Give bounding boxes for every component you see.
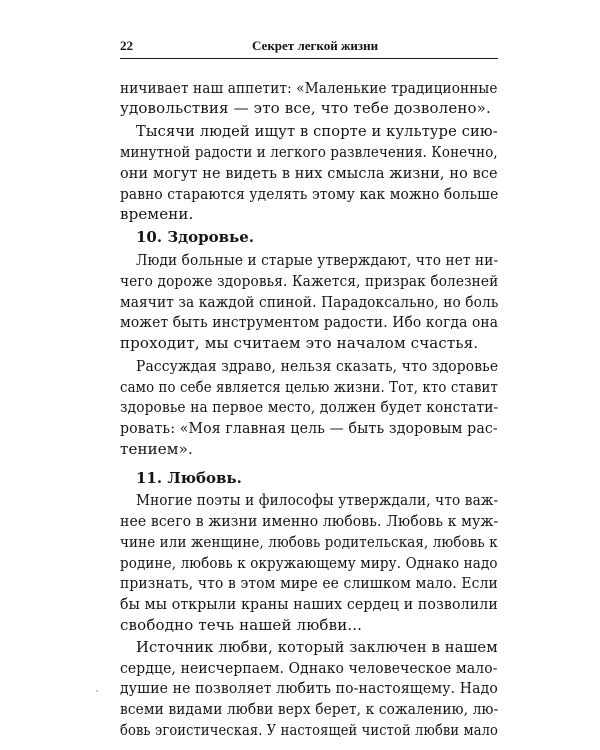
text-line: само по себе является целью жизни. Тот, кто ставит: [120, 378, 499, 396]
text-line: душие не позволяет любить по-настоящему. Надо: [120, 679, 498, 697]
text-line: ровать: «Моя главная цель — быть здоровым рас-: [120, 419, 498, 437]
text-line: бы мы открыли краны наших сердец и позволили: [120, 595, 498, 613]
running-title: Секрет легкой жизни: [252, 38, 379, 53]
text-line: чине или женщине, любовь родительская, любовь к: [120, 533, 498, 551]
text-line: проходит, мы считаем это началом счастья.: [120, 334, 479, 352]
text-line: Рассуждая здраво, нельзя сказать, что здоровье: [136, 357, 499, 375]
text-line: Люди больные и старые утверждают, что нет ни-: [136, 251, 499, 269]
page-header: [120, 38, 498, 59]
section-heading-love: 11. Любовь.: [136, 469, 242, 487]
page-number: 22: [120, 38, 133, 53]
text-line: удовольствия — это все, что тебе дозволено».: [120, 99, 491, 117]
text-line: может быть инструментом радости. Ибо когда она: [120, 313, 499, 331]
scan-speck: [96, 690, 98, 692]
text-line: родине, любовь к окружающему миру. Однако надо: [120, 554, 498, 572]
text-line: маячит за каждой спиной. Парадоксально, но боль: [120, 293, 499, 311]
text-line: равно стараются уделять этому как можно больше: [120, 185, 499, 203]
text-line: нее всего в жизни именно любовь. Любовь к муж-: [120, 512, 499, 530]
text-line: Многие поэты и философы утверждали, что важ-: [136, 491, 499, 509]
text-line: они могут не видеть в них смысла жизни, но все: [120, 164, 498, 182]
section-heading-health: 10. Здоровье.: [136, 228, 255, 246]
text-line: всеми видами любви верх берет, к сожалению, лю-: [120, 700, 499, 718]
text-line: Источник любви, который заключен в нашем: [136, 638, 498, 656]
text-line: сердце, неисчерпаем. Однако человеческое мало-: [120, 659, 498, 677]
text-line: чего дороже здоровья. Кажется, призрак болезней: [120, 272, 499, 290]
text-line: минутной радости и легкого развлечения. Конечно,: [120, 143, 498, 161]
text-line: Тысячи людей ищут в спорте и культуре сию-: [136, 122, 498, 140]
text-line: тением».: [120, 440, 193, 458]
text-line: ничивает наш аппетит: «Маленькие традиционные: [120, 79, 498, 97]
text-line: свободно течь нашей любви...: [120, 616, 363, 634]
text-line: времени.: [120, 205, 194, 223]
text-line: признать, что в этом мире ее слишком мало. Если: [120, 574, 498, 592]
text-line: здоровье на первое место, должен будет констати-: [120, 398, 499, 416]
text-line: бовь эгоистическая. У настоящей чистой любви мало: [120, 721, 499, 739]
